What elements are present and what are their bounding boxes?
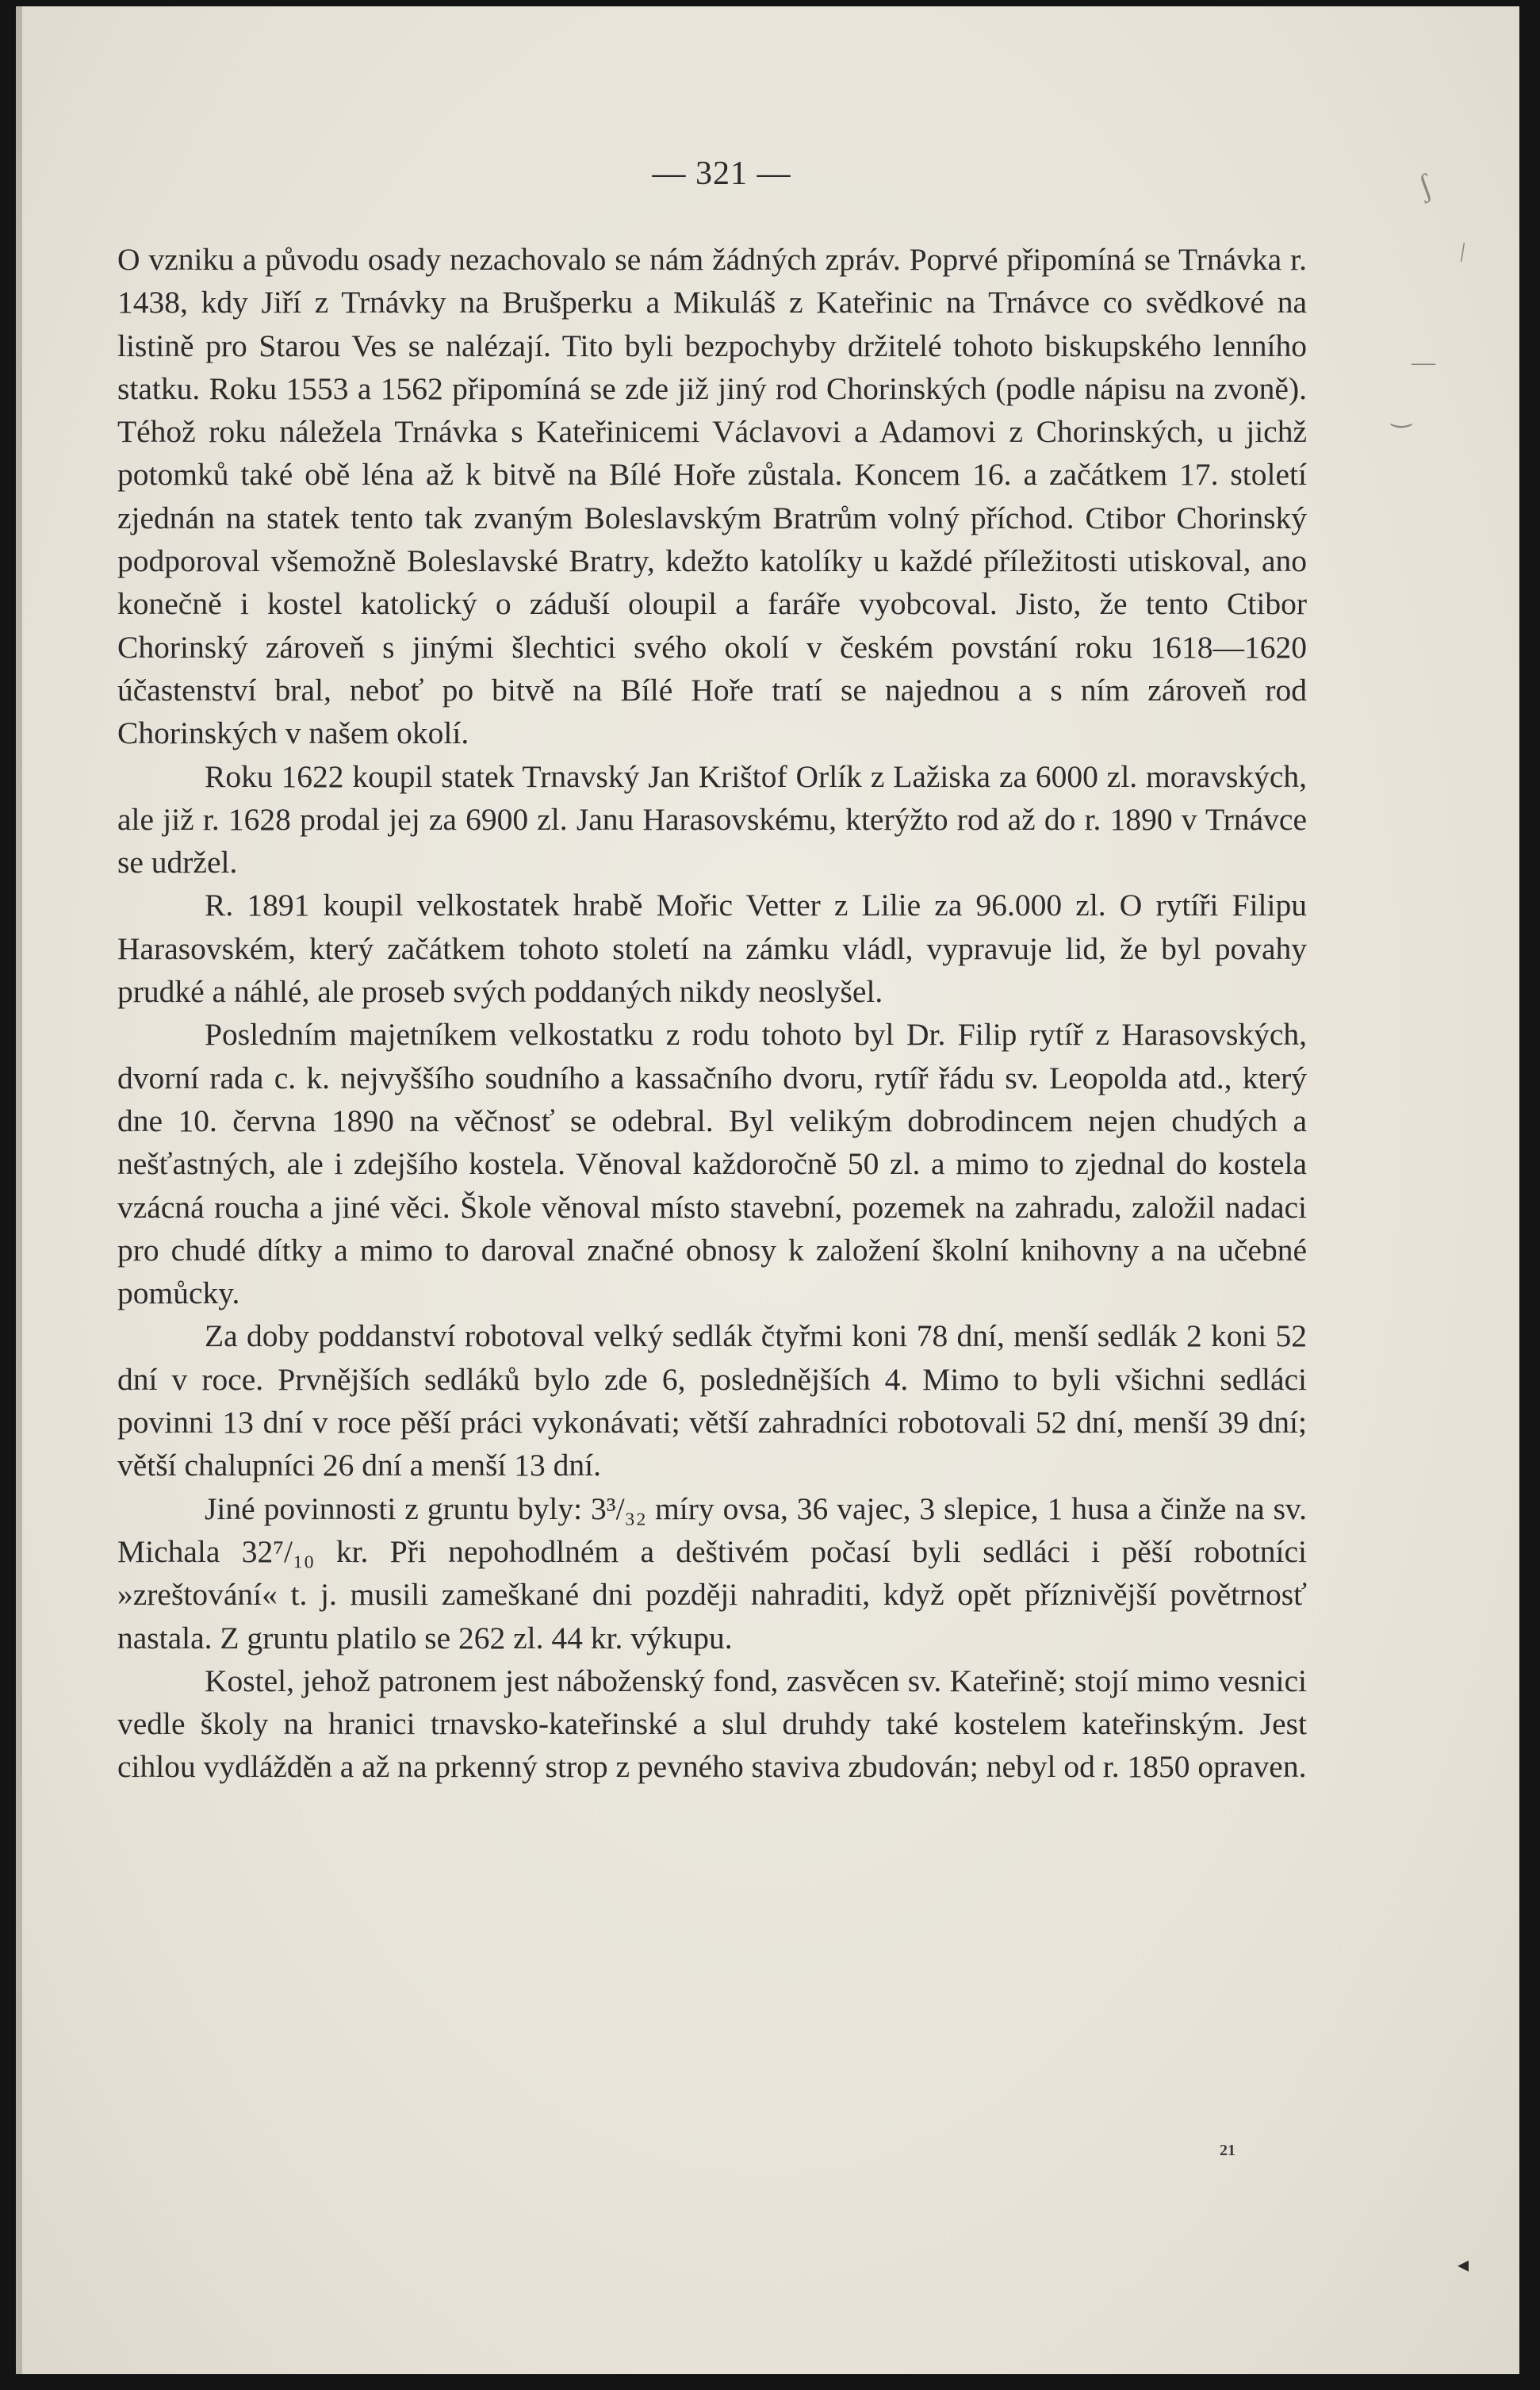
paragraph-last-owner: Posledním majetníkem velkostatku z rodu tohoto byl Dr. Filip rytíř z Harasovských, dvorní rada c. k. nejvyššího soudního a kassačního dvoru, rytíř řádu sv. Leopolda atd., který dne 10. června 1890 na věčnosť se odebral. Byl velikým dobrodincem nejen chudých a nešťastných, ale i zdejšího kostela. Věnoval každoročně 50 zl. a mimo to zjednal do kostela vzácná roucha a jiné věci. Škole věnoval místo stavební, pozemek na zahradu, založil nadaci pro chudé dítky a mimo to daroval značné obnosy k založení školní knihovny a na učebné pomůcky. bbox=[117, 1017, 1307, 1311]
page-binding-edge bbox=[16, 6, 22, 2374]
printer-signature-mark: 21 bbox=[1220, 2142, 1235, 2159]
bleed-through-mark: ‿ bbox=[1392, 401, 1412, 428]
corner-marker-icon: ◂ bbox=[1458, 2251, 1469, 2277]
paragraph-origin: O vzniku a původu osady nezachovalo se nám žádných zpráv. Poprvé připomíná se Trnávka r. 1438, kdy Jiří z Trnávky na Brušperku a Mikuláš z Kateřinic na Trnávce co svědkové na listině pro Starou Ves se nalézají. Tito byli bezpochyby držitelé tohoto biskupského lenního statku. Roku 1553 a 1562 připomíná se zde již jiný rod Chorinských (podle nápisu na zvoně). Téhož roku náležela Trnávka s Kateřinicemi Václavovi a Adamovi z Chorinských, u jichž potomků také obě léna až k bitvě na Bílé Hoře zůstala. Koncem 16. a začátkem 17. století zjednán na statek tento tak zvaným Boleslavským Bratrům volný příchod. Ctibor Chorinský podporoval všemožně Boleslavské Bratry, kdežto katolíky u každé příležitosti utiskoval, ano konečně i kostel katolický o záduší oloupil a faráře vyobcoval. Jisto, že tento Ctibor Chorinský zároveň s jinými šlechtici svého okolí v českém povstání roku 1618—1620 účastenství bral, neboť po bitvě na Bílé Hoře tratí se najednou a s ním zároveň rod Chorinských v našem okolí. bbox=[117, 242, 1307, 751]
page-text bbox=[117, 238, 1307, 1789]
paragraph-church: Kostel, jehož patronem jest náboženský fond, zasvěcen sv. Kateřině; stojí mimo vesnici vedle školy na hranici trnavsko-kateřinské a slul druhdy také kostelem kateřinským. Jest cihlou vydlážděn a až na prkenný strop z pevného staviva zbudován; nebyl od r. 1850 opraven. bbox=[117, 1663, 1307, 1785]
paragraph-1622-sale: Roku 1622 koupil statek Trnavský Jan Krištof Orlík z Lažiska za 6000 zl. moravských, ale již r. 1628 prodal jej za 6900 zl. Janu Harasovskému, kterýžto rod až do r. 1890 v Trnávce se udržel. bbox=[117, 758, 1307, 880]
bleed-through-mark: / bbox=[1456, 237, 1469, 268]
paragraph-1891-sale: R. 1891 koupil velkostatek hrabě Mořic Vetter z Lilie za 96.000 zl. O rytíři Filipu Harasovském, který začátkem tohoto století na zámku vládl, vypravuje lid, že byl povahy prudké a náhlé, ale proseb svých poddaných nikdy neoslyšel. bbox=[117, 888, 1307, 1010]
bleed-through-mark: — bbox=[1412, 349, 1435, 375]
paragraph-serfdom: Za doby poddanství robotoval velký sedlák čtyřmi koni 78 dní, menší sedlák 2 koni 52 dní v roce. Prvnějších sedláků bylo zde 6, poslednějších 4. Mimo to byli všichni sedláci povinni 13 dní v roce pěší práci vykonávati; větší zahradníci robotovali 52 dní, menší 39 dní; větší chalupníci 26 dní a menší 13 dní. bbox=[117, 1318, 1307, 1483]
bleed-through-mark: ʃ bbox=[1413, 167, 1436, 204]
page-number: — 321 — bbox=[652, 155, 791, 192]
paragraph-duties: Jiné povinnosti z gruntu byly: 3³/₃₂ míry ovsa, 36 vajec, 3 slepice, 1 husa a činže na sv. Michala 32⁷/₁₀ kr. Při nepohodlném a deštivém počasí byli sedláci i pěší robotníci »zreštování« t. j. musili zameškané dni později nahraditi, když opět příznivější povětrnosť nastala. Z gruntu platilo se 262 zl. 44 kr. výkupu. bbox=[117, 1490, 1307, 1655]
